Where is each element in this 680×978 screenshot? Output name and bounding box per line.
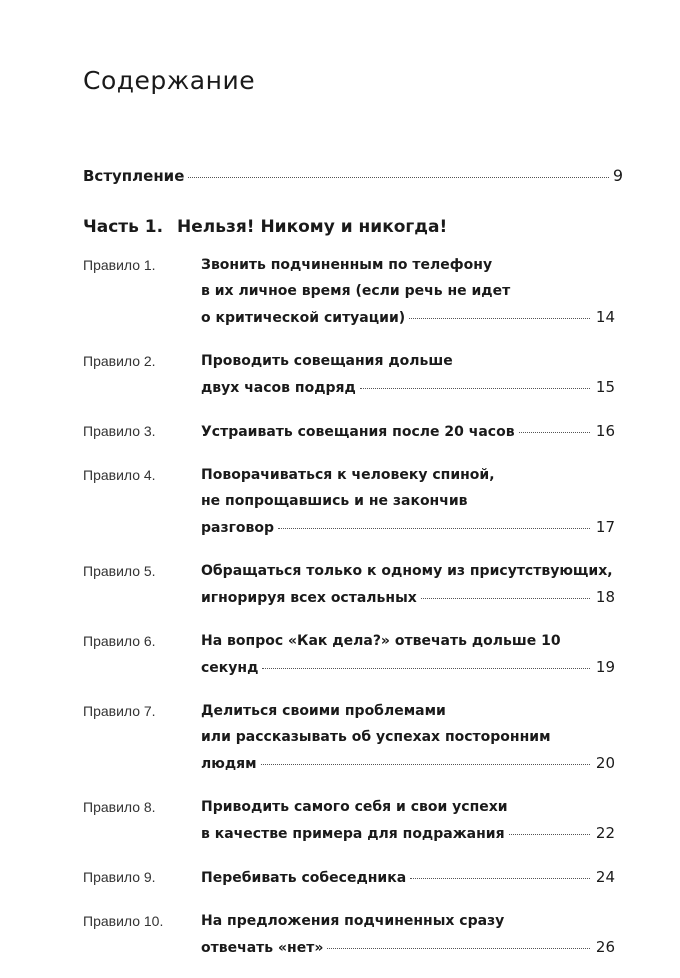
rule-title-line: отвечать «нет» xyxy=(201,940,324,956)
dot-leader xyxy=(519,432,590,433)
rule-title-line: На предложения подчиненных сразу xyxy=(201,913,505,929)
part-title: Нельзя! Никому и никогда! xyxy=(177,217,448,237)
toc-entry-label: Вступление xyxy=(83,167,185,185)
rule-title-line: На вопрос «Как дела?» отвечать дольше 10 xyxy=(201,633,561,649)
toc-entry-intro[interactable] xyxy=(83,166,623,185)
toc-page-number: 26 xyxy=(595,938,615,956)
rule-title-last-line xyxy=(201,374,615,401)
dot-leader xyxy=(421,598,590,599)
rule-number-label: Правило 6. xyxy=(83,633,156,649)
toc-entry-rule-7[interactable] xyxy=(83,698,615,777)
rule-title-line: игнорируя всех остальных xyxy=(201,590,417,606)
rule-title xyxy=(201,698,615,777)
toc-page-number: 15 xyxy=(595,378,615,396)
rule-title xyxy=(201,252,615,331)
rules-list xyxy=(83,252,615,978)
dot-leader xyxy=(278,528,590,529)
rule-number-label: Правило 3. xyxy=(83,423,156,439)
part-label: Часть 1. xyxy=(83,217,164,237)
rule-title-last-line xyxy=(201,418,615,445)
dot-leader xyxy=(509,834,590,835)
toc-page-number: 22 xyxy=(595,824,615,842)
toc-entry-rule-6[interactable] xyxy=(83,628,615,681)
rule-title-line: Устраивать совещания после 20 часов xyxy=(201,424,515,440)
toc-entry-rule-3[interactable] xyxy=(83,418,615,445)
rule-title xyxy=(201,864,615,891)
toc-entry-rule-2[interactable] xyxy=(83,348,615,401)
rule-title-last-line xyxy=(201,864,615,891)
rule-title-line: Звонить подчиненным по телефону xyxy=(201,257,493,273)
rule-title-line: разговор xyxy=(201,520,275,536)
rule-title-line: двух часов подряд xyxy=(201,380,356,396)
dot-leader xyxy=(262,668,590,669)
rule-title-line: Поворачиваться к человеку спиной, xyxy=(201,467,495,483)
rule-title-line: в качестве примера для подражания xyxy=(201,826,505,842)
rule-title-last-line xyxy=(201,750,615,777)
rule-title-line: Перебивать собеседника xyxy=(201,870,407,886)
rule-number-label: Правило 2. xyxy=(83,353,156,369)
rule-title-last-line xyxy=(201,514,615,541)
rule-number-label: Правило 10. xyxy=(83,913,164,929)
rule-title xyxy=(201,462,615,541)
dot-leader xyxy=(261,764,590,765)
dot-leader xyxy=(327,948,590,949)
toc-page-number: 19 xyxy=(595,658,615,676)
toc-entry-rule-4[interactable] xyxy=(83,462,615,541)
rule-title-last-line xyxy=(201,820,615,847)
toc-entry-rule-10[interactable] xyxy=(83,908,615,961)
rule-title-line: Проводить совещания дольше xyxy=(201,353,453,369)
dot-leader xyxy=(188,177,608,178)
rule-title xyxy=(201,558,615,611)
rule-number-label: Правило 4. xyxy=(83,467,156,483)
rule-title xyxy=(201,908,615,961)
rule-number-label: Правило 8. xyxy=(83,799,156,815)
rule-title-line: людям xyxy=(201,756,257,772)
rule-title-line: в их личное время (если речь не идет xyxy=(201,283,511,299)
rule-title-last-line xyxy=(201,304,615,331)
dot-leader xyxy=(409,318,590,319)
rule-title-last-line xyxy=(201,584,615,611)
dot-leader xyxy=(360,388,590,389)
rule-title xyxy=(201,794,615,847)
rule-number-label: Правило 1. xyxy=(83,257,156,273)
toc-page-number: 14 xyxy=(595,308,615,326)
rule-title xyxy=(201,348,615,401)
rule-number-label: Правило 5. xyxy=(83,563,156,579)
toc-page-number: 24 xyxy=(595,868,615,886)
toc-page-number: 9 xyxy=(612,166,623,185)
page-title: Содержание xyxy=(83,66,256,95)
toc-entry-rule-1[interactable] xyxy=(83,252,615,331)
toc-page-number: 20 xyxy=(595,754,615,772)
rule-title-line: не попрощавшись и не закончив xyxy=(201,493,468,509)
rule-number-label: Правило 9. xyxy=(83,869,156,885)
toc-page-number: 18 xyxy=(595,588,615,606)
rule-title xyxy=(201,418,615,445)
toc-entry-rule-9[interactable] xyxy=(83,864,615,891)
rule-number-label: Правило 7. xyxy=(83,703,156,719)
rule-title-line: о критической ситуации) xyxy=(201,310,406,326)
rule-title-last-line xyxy=(201,654,615,681)
part-heading xyxy=(83,217,447,237)
rule-title-line: Приводить самого себя и свои успехи xyxy=(201,799,508,815)
rule-title-line: Делиться своими проблемами xyxy=(201,703,446,719)
toc-entry-rule-8[interactable] xyxy=(83,794,615,847)
rule-title-last-line xyxy=(201,934,615,961)
toc-page-number: 17 xyxy=(595,518,615,536)
rule-title-line: Обращаться только к одному из присутствующих, xyxy=(201,563,613,579)
rule-title-line: или рассказывать об успехах посторонним xyxy=(201,729,551,745)
rule-title-line: секунд xyxy=(201,660,259,676)
dot-leader xyxy=(410,878,590,879)
toc-entry-rule-5[interactable] xyxy=(83,558,615,611)
toc-page-number: 16 xyxy=(595,422,615,440)
rule-title xyxy=(201,628,615,681)
